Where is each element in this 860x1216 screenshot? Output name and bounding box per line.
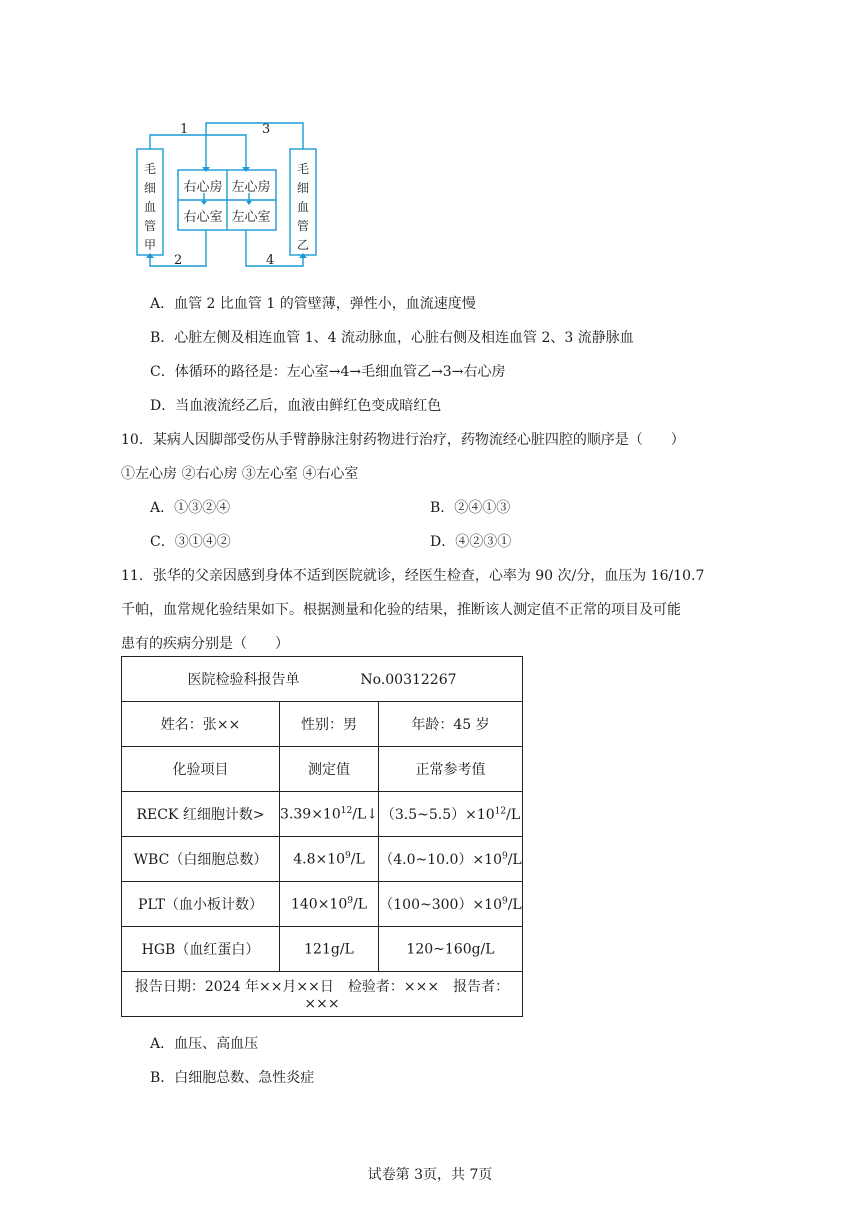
cap-b-char-1: 毛 (296, 162, 310, 176)
row-value: $4.8\times 10^9/L$ (280, 837, 379, 882)
cap-b-char-5: 乙 (296, 238, 310, 252)
row-item: WBC（白细胞总数） (122, 837, 280, 882)
circulation-diagram (128, 115, 328, 275)
report-footer: 报告日期：2024 年××月××日 检验者：××× 报告者：××× (122, 972, 523, 1017)
q11-option-b: B．白细胞总数、急性炎症 (150, 1070, 315, 1086)
row-item: PLT（血小板计数） (122, 882, 280, 927)
q10-option-a: A．①③②④ (150, 500, 231, 516)
report-number: No.00312267 (360, 672, 457, 688)
cap-b-char-3: 血 (296, 200, 310, 214)
left-ventricle-label: 左心室 (231, 210, 271, 225)
row-item: HGB（血红蛋白） (122, 927, 280, 972)
left-atrium-label: 左心房 (231, 180, 271, 195)
vessel-3 (206, 123, 303, 170)
report-title: 医院检验科报告单 (187, 672, 300, 688)
header-reference: 正常参考值 (379, 747, 523, 792)
q10-stem: 10．某病人因脚部受伤从手臂静脉注射药物进行治疗，药物流经心脏四腔的顺序是（ ） (121, 432, 685, 448)
vessel-4-label: 4 (266, 253, 275, 268)
q11-stem-line-2: 千帕，血常规化验结果如下。根据测量和化验的结果，推断该人测定值不正常的项目及可能 (121, 602, 681, 618)
patient-gender: 性别：男 (280, 702, 379, 747)
q9-option-b: B．心脏左侧及相连血管 1、4 流动脉血，心脏右侧及相连血管 2、3 流静脉血 (150, 330, 634, 346)
row-value: $140\times 10^9/L$ (280, 882, 379, 927)
cap-a-char-5: 甲 (143, 238, 157, 252)
cap-b-char-4: 管 (296, 219, 310, 233)
header-value: 测定值 (280, 747, 379, 792)
row-reference: $(100\sim 300)\times 10^9/L$ (379, 882, 523, 927)
right-ventricle-label: 右心室 (183, 210, 223, 225)
report-title-row (122, 657, 523, 702)
row-value: 121g/L (280, 927, 379, 972)
patient-name: 姓名：张×× (122, 702, 280, 747)
q11-stem-line-3: 患有的疾病分别是（ ） (121, 636, 289, 652)
q9-option-d: D．当血液流经乙后，血液由鲜红色变成暗红色 (150, 398, 442, 414)
table-row (122, 927, 523, 972)
row-reference: $(3.5\sim 5.5)\times 10^{12}/L$ (379, 792, 523, 837)
vessel-1 (150, 135, 246, 170)
row-value: $3.39\times 10^{12}/L↓$ (280, 792, 379, 837)
q10-option-b: B．②④①③ (430, 500, 511, 516)
q11-stem-line-1: 11．张华的父亲因感到身体不适到医院就诊，经医生检查，心率为 90 次/分，血压为 16/10.7 (121, 568, 705, 584)
row-item: RECK 红细胞计数> (122, 792, 280, 837)
q9-option-c: C．体循环的路径是：左心室→4→毛细血管乙→3→右心房 (150, 364, 506, 380)
q10-items: ①左心房 ②右心房 ③左心室 ④右心室 (121, 466, 359, 482)
vessel-2-label: 2 (174, 253, 183, 268)
q9-option-a: A．血管 2 比血管 1 的管壁薄，弹性小，血流速度慢 (150, 296, 476, 312)
cap-a-char-3: 血 (143, 200, 157, 214)
q10-option-d: D．④②③① (430, 534, 512, 550)
right-atrium-label: 右心房 (183, 180, 223, 195)
row-reference: 120~160g/L (379, 927, 523, 972)
q10-option-c: C．③①④② (150, 534, 231, 550)
cap-b-char-2: 细 (296, 181, 310, 195)
q11-option-a: A．血压、高血压 (150, 1036, 259, 1052)
page-footer: 试卷第 3页，共 7页 (367, 1167, 493, 1183)
table-row (122, 792, 523, 837)
vessel-4 (246, 230, 303, 266)
vessel-3-label: 3 (262, 122, 271, 137)
lab-report-table (121, 656, 523, 1017)
cap-a-char-1: 毛 (143, 162, 157, 176)
patient-age: 年龄：45 岁 (379, 702, 523, 747)
cap-a-char-2: 细 (143, 181, 157, 195)
cap-a-char-4: 管 (143, 219, 157, 233)
row-reference: $(4.0\sim 10.0)\times 10^9/L$ (379, 837, 523, 882)
vessel-1-label: 1 (180, 122, 189, 137)
table-row (122, 837, 523, 882)
header-item: 化验项目 (122, 747, 280, 792)
table-row (122, 882, 523, 927)
